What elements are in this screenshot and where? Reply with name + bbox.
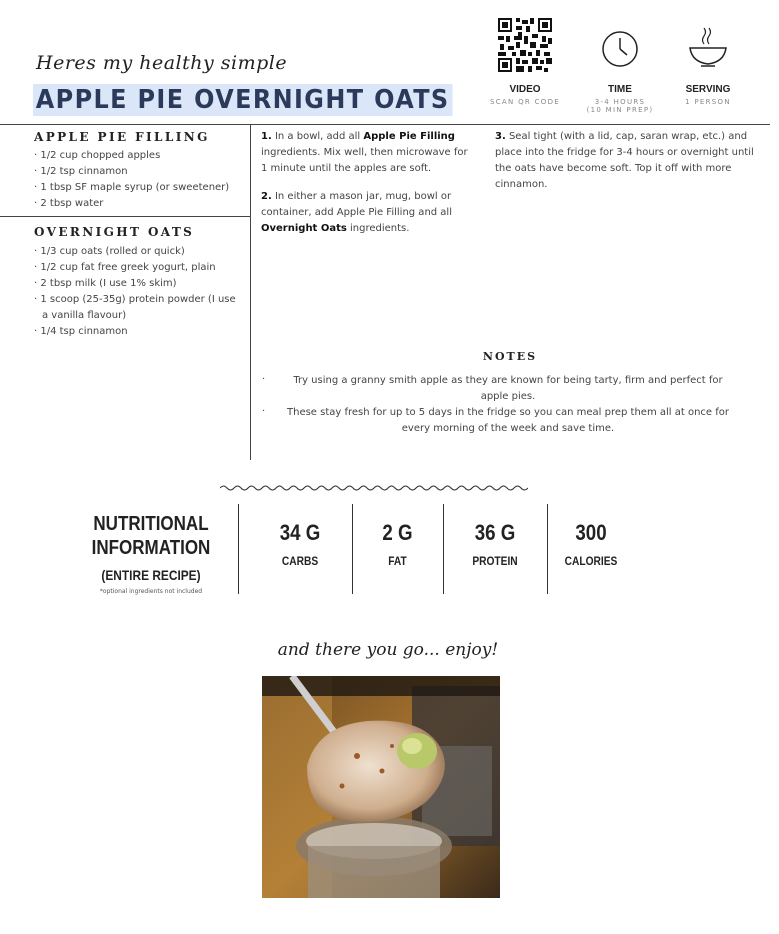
bowl-icon: [688, 26, 728, 74]
step-2-number: 2.: [261, 191, 272, 202]
oats-list: [34, 244, 242, 340]
info-time-sub: 3-4 HOURS (10 MIN PREP): [586, 98, 654, 114]
step-1-number: 1.: [261, 131, 272, 142]
protein-label: PROTEIN: [472, 554, 518, 568]
calories-label: CALORIES: [564, 554, 618, 568]
oats-title: OVERNIGHT OATS: [34, 225, 195, 239]
info-serving-label: SERVING: [685, 84, 731, 95]
step-1: [261, 129, 471, 177]
info-video-label: VIDEO: [509, 84, 541, 95]
note-bullet: ·: [262, 406, 266, 417]
info-video-sub: SCAN QR CODE: [490, 98, 560, 106]
info-video: [480, 80, 570, 106]
nutrition-heading-line1: NUTRITIONAL: [93, 513, 209, 535]
note-bullet: ·: [262, 374, 266, 385]
oats-photo: [262, 676, 500, 898]
nutrition-heading: [80, 512, 222, 595]
list-item: · 1 scoop (25-35g) protein powder (I use a vanilla flavour): [34, 292, 242, 324]
info-serving: [663, 80, 753, 106]
list-item: · 2 tbsp water: [34, 196, 246, 212]
step-1-emphasis: Apple Pie Filling: [363, 131, 455, 142]
step-1-text-c: ingredients. Mix well, then microwave for 1 minute until the apples are soft.: [261, 147, 468, 174]
list-item: · 1/3 cup oats (rolled or quick): [34, 244, 242, 260]
nutrition-footnote: *optional ingredients not included: [99, 588, 203, 595]
step-2: [261, 189, 471, 237]
recipe-title: APPLE PIE OVERNIGHT OATS: [33, 84, 452, 116]
step-2-text-a: In either a mason jar, mug, bowl or container, add Apple Pie Filling and all: [261, 191, 452, 218]
nutrition-fat: [352, 520, 443, 568]
divider-top: [0, 124, 770, 125]
step-3-number: 3.: [495, 131, 506, 142]
step-2-emphasis: Overnight Oats: [261, 223, 347, 234]
nutrition-protein: [443, 520, 547, 568]
list-item: · 1/2 cup fat free greek yogurt, plain: [34, 260, 242, 276]
notes-title: NOTES: [482, 350, 538, 363]
qr-code-icon[interactable]: [498, 18, 552, 76]
closing-text: and there you go... enjoy!: [277, 640, 499, 660]
filling-list: [34, 148, 246, 212]
carbs-label: CARBS: [281, 554, 319, 568]
nutrition-divider: [238, 504, 239, 594]
step-3: [495, 129, 757, 193]
divider-vertical: [250, 124, 251, 460]
info-time-label: TIME: [608, 84, 632, 95]
note-item-2: These stay fresh for up to 5 days in the fridge so you can meal prep them all at once for every morning of the week and save time.: [287, 407, 729, 434]
list-item: · 1/4 tsp cinnamon: [34, 324, 242, 340]
list-item: · 1/2 tsp cinnamon: [34, 164, 246, 180]
fat-value: 2 G: [382, 520, 413, 545]
info-time: [575, 80, 665, 114]
calories-value: 300: [575, 520, 607, 545]
nutrition-calories: [547, 520, 635, 568]
clock-icon: [601, 30, 639, 72]
step-2-text-c: ingredients.: [346, 223, 410, 234]
note-item-1: Try using a granny smith apple as they are known for being tarty, firm and perfect for apple pies.: [293, 375, 723, 402]
filling-title: APPLE PIE FILLING: [34, 130, 210, 144]
fat-label: FAT: [388, 554, 407, 568]
list-item: · 2 tbsp milk (I use 1% skim): [34, 276, 242, 292]
header-kicker: Heres my healthy simple: [36, 52, 288, 74]
nutrition-carbs: [250, 520, 350, 568]
carbs-value: 34 G: [279, 520, 321, 545]
info-serving-sub: 1 PERSON: [685, 98, 731, 106]
divider-ingredients: [0, 216, 250, 217]
protein-value: 36 G: [474, 520, 516, 545]
nutrition-heading-line3: (ENTIRE RECIPE): [101, 567, 201, 583]
step-3-text: Seal tight (with a lid, cap, saran wrap, etc.) and place into the fridge for 3-4 hours or overnight until the oats have become soft. Top it off with more cinnamon.: [495, 131, 754, 190]
list-item: · 1 tbsp SF maple syrup (or sweetener): [34, 180, 246, 196]
step-1-text-a: In a bowl, add all: [274, 131, 364, 142]
wavy-divider: [220, 478, 528, 497]
list-item: · 1/2 cup chopped apples: [34, 148, 246, 164]
nutrition-heading-line2: INFORMATION: [91, 537, 211, 559]
